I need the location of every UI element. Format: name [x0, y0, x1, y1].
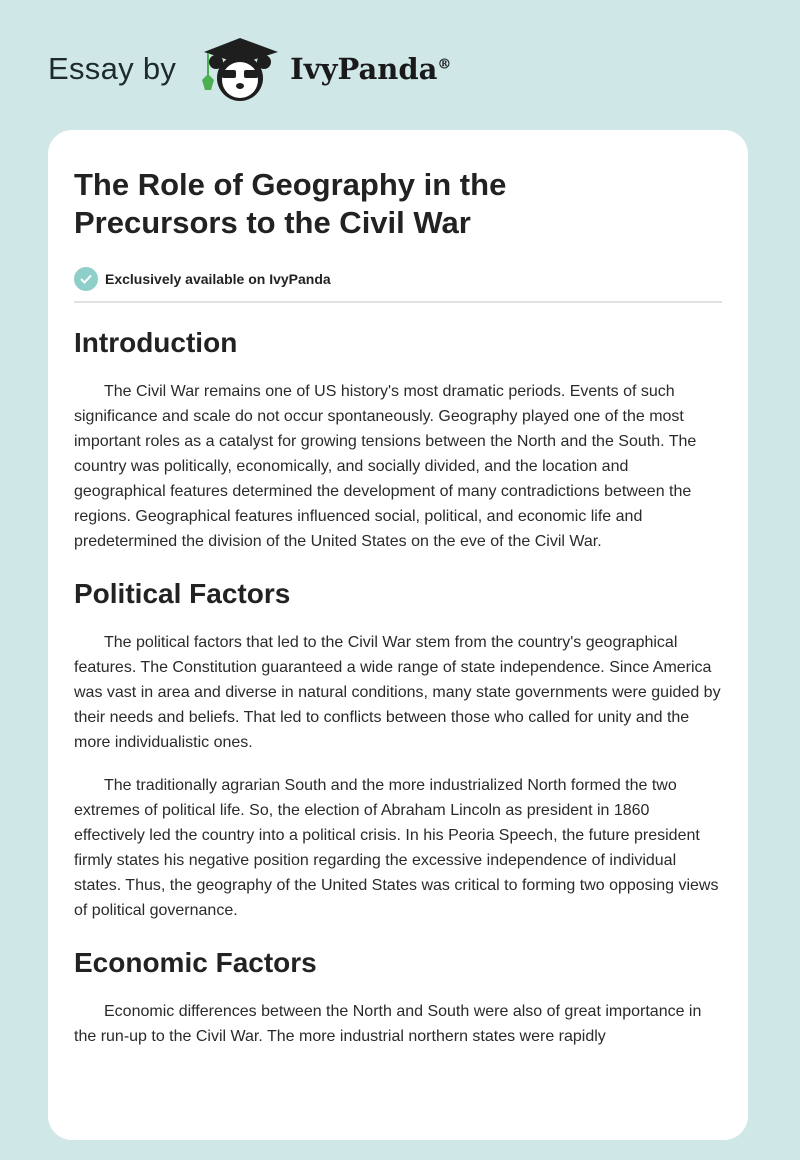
- brand-name[interactable]: [290, 52, 451, 86]
- section-heading: Economic Factors: [74, 947, 317, 978]
- section-heading: Introduction: [74, 327, 238, 358]
- section-heading: Political Factors: [74, 578, 291, 609]
- site-header: [48, 34, 451, 104]
- paragraph: The Civil War remains one of US history's most dramatic periods. Events of such significance and scale do not occur spontaneously. Geography played one of the most important roles as a catalyst for growing tensions between the North and the South. The country was politically, economically, and socially divided, and the location and geographical features determined the development of many contradictions between the regions. Geographical features influenced social, political, and economic life and predetermined the division of the United States on the eve of the Civil War.: [74, 383, 697, 550]
- check-icon: [74, 267, 98, 291]
- paragraph: Economic differences between the North and South were also of great importance in the run-up to the Civil War. The more industrial northern states were rapidly: [74, 1003, 702, 1045]
- exclusive-badge: [74, 267, 722, 291]
- essay-by-label: Essay by: [48, 51, 177, 86]
- panda-logo-icon[interactable]: [194, 34, 286, 104]
- exclusive-label: Exclusively available on IvyPanda: [105, 271, 331, 287]
- essay-card: [48, 130, 748, 1140]
- page-title: The Role of Geography in the Precursors to the Civil War: [74, 167, 507, 240]
- registered-mark: ®: [437, 56, 452, 73]
- divider: [74, 301, 722, 303]
- paragraph: The traditionally agrarian South and the more industrialized North formed the two extremes of political life. So, the election of Abraham Lincoln as president in 1860 effectively led the country into a political crisis. In his Peoria Speech, the future president firmly states his negative position regarding the excessive independence of individual states. Thus, the geography of the United States was critical to forming two opposing views of political governance.: [74, 777, 719, 919]
- paragraph: The political factors that led to the Civil War stem from the country's geographical features. The Constitution guaranteed a wide range of state independence. Since America was vast in area and diverse in natural conditions, many state governments were guided by their needs and beliefs. That led to conflicts between those who called for unity and the more individualistic ones.: [74, 634, 721, 751]
- brand-name-text: IvyPanda: [290, 52, 438, 86]
